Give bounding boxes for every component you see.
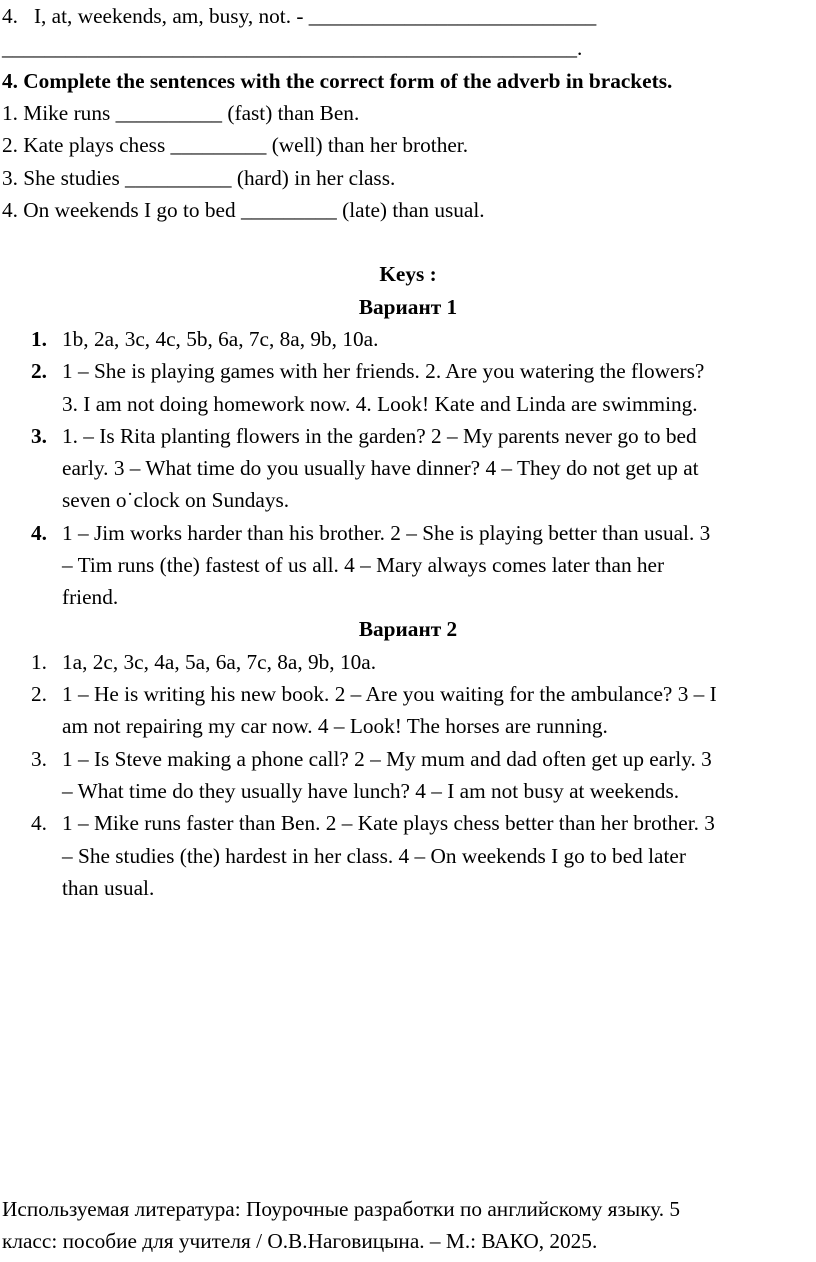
v2-item-4-line-3: than usual. xyxy=(62,876,155,900)
v2-item-4-line-1: 1 – Mike runs faster than Ben. 2 – Kate plays chess better than her brother. 3 xyxy=(62,811,715,835)
references-line-1: Используемая литература: Поурочные разработки по английскому языку. 5 xyxy=(2,1197,681,1221)
keys-heading: Keys : xyxy=(379,262,437,286)
exercise-4-item-4: 4. On weekends I go to bed _________ (late) than usual. xyxy=(2,198,485,222)
question-line-1: 4. I, at, weekends, am, busy, not. - ___________________________ xyxy=(2,4,597,28)
v2-item-3-line-2: – What time do they usually have lunch? 4 – I am not busy at weekends. xyxy=(62,779,680,803)
v1-item-1-number: 1. xyxy=(31,327,47,351)
variant-2-heading: Вариант 2 xyxy=(358,617,458,641)
v2-item-3-number: 3. xyxy=(31,747,47,771)
exercise-4-title: 4. Complete the sentences with the correct form of the adverb in brackets. xyxy=(2,69,673,93)
v1-item-4-line-2: – Tim runs (the) fastest of us all. 4 – Mary always comes later than her xyxy=(62,553,665,577)
v2-item-4-line-2: – She studies (the) hardest in her class. 4 – On weekends I go to bed later xyxy=(62,844,686,868)
exercise-4-item-1: 1. Mike runs __________ (fast) than Ben. xyxy=(2,101,360,125)
v2-item-2-line-2: am not repairing my car now. 4 – Look! The horses are running. xyxy=(62,714,608,738)
v2-item-2-number: 2. xyxy=(31,682,47,706)
exercise-4-item-3: 3. She studies __________ (hard) in her class. xyxy=(2,166,396,190)
v2-item-3-line-1: 1 – Is Steve making a phone call? 2 – My mum and dad often get up early. 3 xyxy=(62,747,712,771)
v2-item-4-number: 4. xyxy=(31,811,47,835)
v1-item-3-line-1: 1. – Is Rita planting flowers in the garden? 2 – My parents never go to bed xyxy=(62,424,697,448)
v1-item-4-line-1: 1 – Jim works harder than his brother. 2 – She is playing better than usual. 3 xyxy=(62,521,711,545)
v1-item-4-line-3: friend. xyxy=(62,585,119,609)
v1-item-3-line-2: early. 3 – What time do you usually have dinner? 4 – They do not get up at xyxy=(62,456,699,480)
v2-item-1-number: 1. xyxy=(31,650,47,674)
question-line-2: ______________________________________________________. xyxy=(2,36,583,60)
variant-1-heading: Вариант 1 xyxy=(358,295,458,319)
v1-item-2-line-2: 3. I am not doing homework now. 4. Look! Kate and Linda are swimming. xyxy=(62,392,698,416)
v2-item-1-line-1: 1a, 2c, 3c, 4a, 5a, 6a, 7c, 8a, 9b, 10a. xyxy=(62,650,377,674)
references-line-2: класс: пособие для учителя / О.В.Наговицына. – М.: ВАКО, 2025. xyxy=(2,1229,598,1253)
v1-item-3-number: 3. xyxy=(31,424,47,448)
v1-item-1-line-1: 1b, 2a, 3c, 4c, 5b, 6a, 7c, 8a, 9b, 10a. xyxy=(62,327,379,351)
v1-item-3-line-3: seven o˙clock on Sundays. xyxy=(62,488,290,512)
v2-item-2-line-1: 1 – He is writing his new book. 2 – Are you waiting for the ambulance? 3 – I xyxy=(62,682,717,706)
v1-item-4-number: 4. xyxy=(31,521,47,545)
v1-item-2-line-1: 1 – She is playing games with her friends. 2. Are you watering the flowers? xyxy=(62,359,705,383)
exercise-4-item-2: 2. Kate plays chess _________ (well) than her brother. xyxy=(2,133,469,157)
v1-item-2-number: 2. xyxy=(31,359,47,383)
